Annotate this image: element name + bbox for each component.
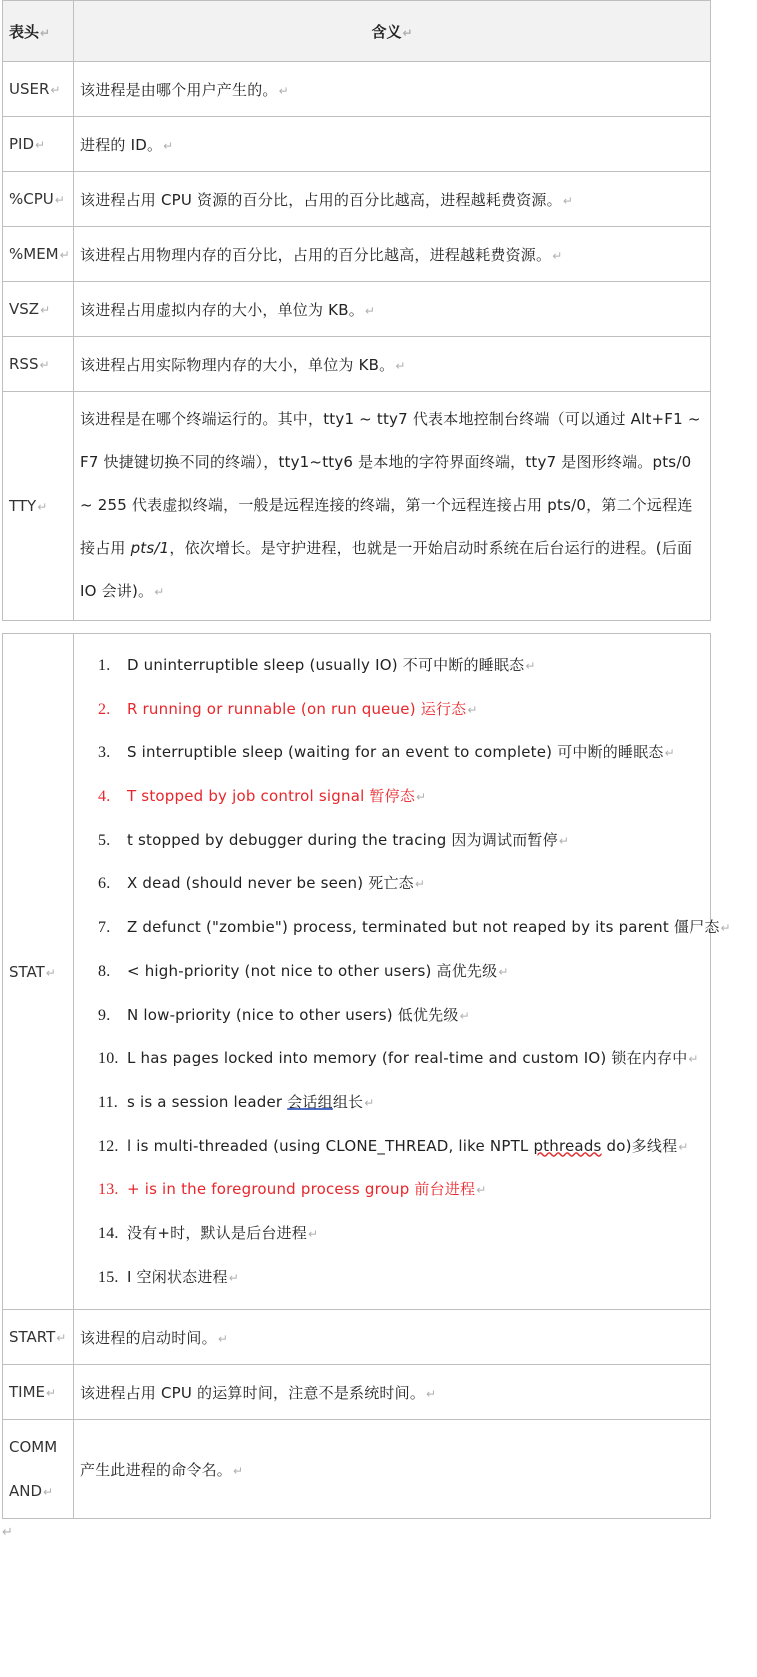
paragraph-mark-icon: ↵ — [720, 921, 731, 936]
meaning-text: 该进程占用实际物理内存的大小，单位为 KB。 — [80, 355, 395, 374]
list-number: 6. — [98, 875, 111, 893]
gap-cell — [3, 621, 711, 634]
row-meaning-stat — [74, 634, 731, 1310]
paragraph-mark-icon: ↵ — [476, 1183, 487, 1198]
paragraph-mark-icon: ↵ — [307, 1226, 319, 1241]
paragraph-mark-icon: ↵ — [402, 25, 413, 40]
table-row — [3, 227, 711, 282]
ps-fields-table — [2, 0, 731, 1519]
stat-list-item — [98, 1212, 710, 1256]
list-item-text: < high-priority (not nice to other users) 高优先级 — [126, 961, 498, 980]
list-number: 9. — [98, 1006, 111, 1024]
paragraph-mark-icon: ↵ — [688, 1052, 699, 1067]
paragraph-mark-icon: ↵ — [459, 1008, 470, 1023]
list-number: 2. — [98, 700, 111, 718]
row-key-pid — [3, 117, 74, 172]
list-number: 5. — [98, 831, 111, 849]
list-number: 10. — [98, 1050, 119, 1068]
stat-list-item — [98, 1081, 710, 1125]
key-text: %MEM — [9, 245, 59, 263]
paragraph-mark-icon: ↵ — [40, 25, 51, 40]
key-text: START — [9, 1328, 56, 1347]
meaning-text: 该进程是在哪个终端运行的。其中，tty1 ~ tty7 代表本地控制台终端（可以通过 Alt+F1 ~ F7 快捷键切换不同的终端），tty1~tty6 是本地的字符界面终端，tty7 是图形终端。pts/0 ~ 255 代表虚拟终端，一般是远程连接的终端，第一个远程连接占用 pts/0，第二个远程连接占用 — [80, 410, 701, 557]
list-item-text: D uninterruptible sleep (usually IO) 不可中断的睡眠态 — [126, 656, 525, 674]
meaning-text: 该进程是由哪个用户产生的。 — [80, 80, 278, 99]
header-meaning-label: 含义 — [371, 22, 402, 41]
row-key-tty — [3, 392, 74, 621]
list-item-text: Z defunct ("zombie") process, terminated but not reaped by its parent 僵尸态 — [126, 918, 720, 937]
header-key-label: 表头 — [9, 22, 40, 41]
row-meaning-tty — [74, 392, 711, 621]
table-row — [3, 62, 711, 117]
list-number: 4. — [98, 788, 111, 806]
paragraph-mark-icon: ↵ — [217, 1331, 229, 1346]
row-key-rss — [3, 337, 74, 392]
row-meaning-vsz — [74, 282, 711, 337]
list-number: 1. — [98, 657, 111, 674]
paragraph-mark-icon: ↵ — [50, 83, 61, 97]
paragraph-mark-icon: ↵ — [54, 193, 65, 207]
stat-list-item — [98, 862, 710, 906]
stat-list-item — [98, 994, 710, 1038]
header-meaning-cell — [74, 1, 711, 62]
meaning-italic-text: pts/1 — [130, 539, 170, 557]
row-key-stat — [3, 634, 74, 1310]
table-row — [3, 1420, 711, 1519]
paragraph-mark-icon: ↵ — [40, 303, 51, 317]
meaning-text: 进程的 ID。 — [80, 135, 163, 154]
list-item-text: X dead (should never be seen) 死亡态 — [126, 874, 414, 893]
list-item-text: pthreads — [533, 1136, 602, 1155]
paragraph-mark-icon: ↵ — [498, 964, 509, 979]
paragraph-mark-icon: ↵ — [364, 1095, 375, 1110]
header-key-cell — [3, 1, 74, 62]
key-text: AND — [9, 1481, 43, 1500]
table-row — [3, 634, 711, 1310]
row-meaning-user — [74, 62, 711, 117]
paragraph-mark-icon: ↵ — [416, 790, 427, 805]
list-number: 14. — [98, 1224, 119, 1242]
paragraph-mark-icon: ↵ — [39, 358, 50, 372]
row-key-vsz — [3, 282, 74, 337]
stat-list-item — [98, 775, 710, 819]
row-meaning-cpu — [74, 172, 711, 227]
row-key-cpu — [3, 172, 74, 227]
key-text: COMM — [9, 1437, 58, 1456]
paragraph-mark-icon: ↵ — [2, 1525, 13, 1540]
row-meaning-time — [74, 1365, 711, 1420]
paragraph-mark-icon: ↵ — [37, 500, 48, 514]
list-item-text: N low-priority (nice to other users) 低优先级 — [126, 1005, 459, 1024]
paragraph-mark-icon: ↵ — [364, 303, 376, 318]
row-meaning-start — [74, 1310, 711, 1365]
list-number: 13. — [98, 1181, 119, 1199]
meaning-text: 产生此进程的命令名。 — [80, 1460, 233, 1479]
row-key-user — [3, 62, 74, 117]
paragraph-mark-icon: ↵ — [467, 702, 478, 717]
table-row — [3, 1310, 711, 1365]
meaning-text: 该进程的启动时间。 — [80, 1328, 217, 1347]
meaning-text: 该进程占用 CPU 的运算时间，注意不是系统时间。 — [80, 1383, 426, 1402]
paragraph-mark-icon: ↵ — [163, 138, 174, 153]
list-item-text: l is multi-threaded (using CLONE_THREAD, like NPTL — [126, 1136, 534, 1155]
table-row — [3, 282, 711, 337]
row-key-time — [3, 1365, 74, 1420]
paragraph-mark-icon: ↵ — [228, 1270, 240, 1285]
paragraph-mark-icon: ↵ — [552, 248, 563, 263]
list-item-text: 组长 — [332, 1092, 364, 1111]
key-text: %CPU — [9, 190, 54, 208]
row-key-command — [3, 1420, 74, 1519]
paragraph-mark-icon: ↵ — [426, 1386, 437, 1401]
paragraph-mark-icon: ↵ — [233, 1463, 244, 1478]
list-item-text: R running or runnable (on run queue) 运行态 — [126, 699, 467, 718]
paragraph-mark-icon: ↵ — [525, 659, 536, 673]
list-item-text: s is a session leader — [126, 1092, 288, 1111]
table-row — [3, 117, 711, 172]
list-item-text: 没有+时，默认是后台进程 — [126, 1223, 307, 1242]
list-item-text: L has pages locked into memory (for real-time and custom IO) 锁在内存中 — [126, 1049, 688, 1068]
list-item-text: 会话组 — [287, 1092, 333, 1111]
paragraph-mark-icon: ↵ — [35, 138, 46, 152]
list-number: 12. — [98, 1137, 119, 1155]
row-meaning-rss — [74, 337, 711, 392]
paragraph-mark-icon: ↵ — [414, 877, 426, 892]
stat-list-item — [98, 1256, 710, 1300]
paragraph-mark-icon: ↵ — [562, 193, 574, 208]
list-item-text: + is in the foreground process group 前台进程 — [126, 1180, 476, 1199]
key-text: TIME — [9, 1383, 46, 1402]
table-header-row — [3, 1, 711, 62]
meaning-text: 该进程占用物理内存的百分比，占用的百分比越高，进程越耗费资源。 — [80, 245, 552, 264]
stat-list-item — [98, 819, 710, 863]
list-number: 11. — [98, 1093, 119, 1111]
stat-list-item — [98, 644, 710, 688]
row-meaning-pid — [74, 117, 711, 172]
stat-list-item — [98, 731, 710, 775]
table-row — [3, 1365, 711, 1420]
key-text: RSS — [9, 355, 39, 373]
paragraph-mark-icon: ↵ — [395, 358, 406, 373]
list-number: 15. — [98, 1268, 119, 1286]
list-item-text: S interruptible sleep (waiting for an event to complete) 可中断的睡眠态 — [126, 743, 664, 762]
row-meaning-command — [74, 1420, 711, 1519]
paragraph-mark-icon: ↵ — [664, 746, 675, 761]
table-row — [3, 337, 711, 392]
list-item-text: T stopped by job control signal 暂停态 — [126, 787, 416, 806]
stat-list-item — [98, 1037, 710, 1081]
meaning-text: ，依次增长。是守护进程，也就是一开始启动时系统在后台运行的进程。(后面 IO 会讲)。 — [80, 539, 693, 600]
meaning-text: 该进程占用虚拟内存的大小，单位为 KB。 — [80, 300, 364, 319]
list-item-text: I 空闲状态进程 — [126, 1267, 228, 1286]
stat-list-item — [98, 950, 710, 994]
paragraph-mark-icon: ↵ — [558, 833, 570, 848]
list-number: 8. — [98, 962, 111, 980]
paragraph-mark-icon: ↵ — [43, 1484, 54, 1499]
table-split-gap — [3, 621, 711, 634]
row-key-mem — [3, 227, 74, 282]
key-text: STAT — [9, 962, 45, 981]
key-text: TTY — [9, 497, 37, 515]
table-row — [3, 172, 711, 227]
list-number: 7. — [98, 919, 111, 937]
paragraph-mark-icon: ↵ — [278, 83, 289, 98]
table-row — [3, 392, 711, 621]
key-text: VSZ — [9, 300, 40, 318]
paragraph-mark-icon: ↵ — [46, 1386, 57, 1401]
stat-list-item — [98, 1125, 710, 1169]
list-number: 3. — [98, 744, 111, 762]
list-item-text: do)多线程 — [601, 1136, 678, 1155]
stat-list-item — [98, 1168, 710, 1212]
row-key-start — [3, 1310, 74, 1365]
meaning-text: 该进程占用 CPU 资源的百分比，占用的百分比越高，进程越耗费资源。 — [80, 190, 562, 209]
list-item-text: t stopped by debugger during the tracing 因为调试而暂停 — [126, 830, 558, 849]
key-text: PID — [9, 135, 35, 153]
paragraph-mark-icon: ↵ — [56, 1331, 67, 1346]
stat-list-item — [98, 906, 731, 950]
paragraph-mark-icon: ↵ — [154, 585, 165, 599]
paragraph-mark-icon: ↵ — [45, 965, 56, 980]
stat-list-item — [98, 688, 710, 732]
paragraph-mark-icon: ↵ — [59, 248, 70, 262]
row-meaning-mem — [74, 227, 711, 282]
stat-list — [74, 634, 731, 1309]
key-text: USER — [9, 80, 50, 98]
paragraph-mark-icon: ↵ — [678, 1139, 689, 1154]
